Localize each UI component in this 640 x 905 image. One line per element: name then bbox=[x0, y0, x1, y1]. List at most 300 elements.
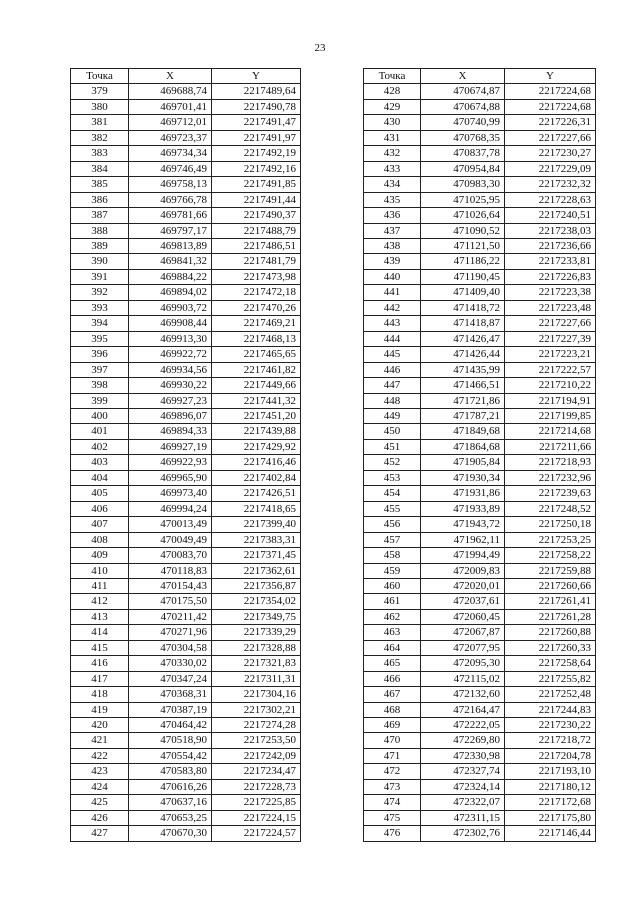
point-number-cell: 424 bbox=[71, 779, 129, 794]
table-row bbox=[364, 223, 596, 238]
table-row bbox=[364, 254, 596, 269]
x-coordinate-cell: 472302,76 bbox=[421, 826, 505, 841]
y-coordinate-cell: 2217211,66 bbox=[505, 439, 596, 454]
y-coordinate-cell: 2217491,85 bbox=[212, 177, 301, 192]
point-number-cell: 438 bbox=[364, 238, 421, 253]
y-coordinate-cell: 2217225,85 bbox=[212, 795, 301, 810]
y-coordinate-cell: 2217491,97 bbox=[212, 130, 301, 145]
y-coordinate-cell: 2217253,25 bbox=[505, 532, 596, 547]
point-number-cell: 461 bbox=[364, 594, 421, 609]
x-coordinate-cell: 469973,40 bbox=[129, 486, 212, 501]
y-coordinate-cell: 2217473,98 bbox=[212, 269, 301, 284]
x-coordinate-cell: 472115,02 bbox=[421, 671, 505, 686]
x-coordinate-cell: 471426,44 bbox=[421, 347, 505, 362]
y-coordinate-cell: 2217465,65 bbox=[212, 347, 301, 362]
table-header-row bbox=[71, 69, 301, 84]
y-coordinate-cell: 2217234,47 bbox=[212, 764, 301, 779]
point-number-cell: 434 bbox=[364, 177, 421, 192]
table-row bbox=[71, 115, 301, 130]
x-coordinate-cell: 469965,90 bbox=[129, 470, 212, 485]
x-coordinate-cell: 470347,24 bbox=[129, 671, 212, 686]
y-coordinate-cell: 2217472,18 bbox=[212, 285, 301, 300]
x-coordinate-cell: 470387,19 bbox=[129, 702, 212, 717]
x-coordinate-cell: 471090,52 bbox=[421, 223, 505, 238]
y-coordinate-cell: 2217230,27 bbox=[505, 146, 596, 161]
coordinates-table-left bbox=[70, 68, 301, 842]
point-number-cell: 440 bbox=[364, 269, 421, 284]
table-row bbox=[364, 563, 596, 578]
point-number-cell: 412 bbox=[71, 594, 129, 609]
point-number-cell: 471 bbox=[364, 748, 421, 763]
y-coordinate-cell: 2217238,03 bbox=[505, 223, 596, 238]
y-coordinate-cell: 2217242,09 bbox=[212, 748, 301, 763]
point-number-cell: 476 bbox=[364, 826, 421, 841]
y-coordinate-cell: 2217339,29 bbox=[212, 625, 301, 640]
y-coordinate-cell: 2217461,82 bbox=[212, 362, 301, 377]
table-row bbox=[364, 548, 596, 563]
point-number-cell: 397 bbox=[71, 362, 129, 377]
x-coordinate-cell: 471409,40 bbox=[421, 285, 505, 300]
point-number-cell: 380 bbox=[71, 99, 129, 114]
point-number-cell: 402 bbox=[71, 439, 129, 454]
x-coordinate-cell: 469701,41 bbox=[129, 99, 212, 114]
point-number-cell: 445 bbox=[364, 347, 421, 362]
y-coordinate-cell: 2217439,88 bbox=[212, 424, 301, 439]
header-x: X bbox=[129, 69, 212, 84]
y-coordinate-cell: 2217180,12 bbox=[505, 779, 596, 794]
point-number-cell: 433 bbox=[364, 161, 421, 176]
table-row bbox=[364, 300, 596, 315]
header-y: Y bbox=[212, 69, 301, 84]
point-number-cell: 423 bbox=[71, 764, 129, 779]
table-row bbox=[364, 146, 596, 161]
point-number-cell: 472 bbox=[364, 764, 421, 779]
header-point: Точка bbox=[71, 69, 129, 84]
y-coordinate-cell: 2217489,64 bbox=[212, 84, 301, 99]
y-coordinate-cell: 2217354,02 bbox=[212, 594, 301, 609]
x-coordinate-cell: 472077,95 bbox=[421, 640, 505, 655]
x-coordinate-cell: 469781,66 bbox=[129, 208, 212, 223]
x-coordinate-cell: 472324,14 bbox=[421, 779, 505, 794]
table-row bbox=[364, 656, 596, 671]
x-coordinate-cell: 472164,47 bbox=[421, 702, 505, 717]
x-coordinate-cell: 469922,72 bbox=[129, 347, 212, 362]
table-row bbox=[364, 470, 596, 485]
point-number-cell: 454 bbox=[364, 486, 421, 501]
table-row bbox=[71, 177, 301, 192]
table-row bbox=[71, 687, 301, 702]
point-number-cell: 411 bbox=[71, 578, 129, 593]
y-coordinate-cell: 2217224,57 bbox=[212, 826, 301, 841]
table-row bbox=[71, 300, 301, 315]
table-row bbox=[71, 609, 301, 624]
y-coordinate-cell: 2217451,20 bbox=[212, 408, 301, 423]
point-number-cell: 392 bbox=[71, 285, 129, 300]
point-number-cell: 455 bbox=[364, 501, 421, 516]
point-number-cell: 420 bbox=[71, 718, 129, 733]
table-row bbox=[364, 733, 596, 748]
y-coordinate-cell: 2217230,22 bbox=[505, 718, 596, 733]
point-number-cell: 414 bbox=[71, 625, 129, 640]
x-coordinate-cell: 472327,74 bbox=[421, 764, 505, 779]
table-row bbox=[71, 702, 301, 717]
x-coordinate-cell: 469896,07 bbox=[129, 408, 212, 423]
x-coordinate-cell: 471962,11 bbox=[421, 532, 505, 547]
point-number-cell: 379 bbox=[71, 84, 129, 99]
y-coordinate-cell: 2217328,88 bbox=[212, 640, 301, 655]
point-number-cell: 466 bbox=[364, 671, 421, 686]
x-coordinate-cell: 471721,86 bbox=[421, 393, 505, 408]
point-number-cell: 425 bbox=[71, 795, 129, 810]
table-row bbox=[71, 671, 301, 686]
x-coordinate-cell: 469934,56 bbox=[129, 362, 212, 377]
y-coordinate-cell: 2217193,10 bbox=[505, 764, 596, 779]
point-number-cell: 456 bbox=[364, 517, 421, 532]
y-coordinate-cell: 2217258,22 bbox=[505, 548, 596, 563]
y-coordinate-cell: 2217274,28 bbox=[212, 718, 301, 733]
point-number-cell: 395 bbox=[71, 331, 129, 346]
point-number-cell: 401 bbox=[71, 424, 129, 439]
x-coordinate-cell: 470637,16 bbox=[129, 795, 212, 810]
y-coordinate-cell: 2217490,78 bbox=[212, 99, 301, 114]
y-coordinate-cell: 2217426,51 bbox=[212, 486, 301, 501]
table-row bbox=[71, 748, 301, 763]
x-coordinate-cell: 472037,61 bbox=[421, 594, 505, 609]
table-row bbox=[364, 347, 596, 362]
point-number-cell: 459 bbox=[364, 563, 421, 578]
y-coordinate-cell: 2217227,39 bbox=[505, 331, 596, 346]
table-row bbox=[71, 393, 301, 408]
y-coordinate-cell: 2217172,68 bbox=[505, 795, 596, 810]
x-coordinate-cell: 470013,49 bbox=[129, 517, 212, 532]
point-number-cell: 404 bbox=[71, 470, 129, 485]
point-number-cell: 458 bbox=[364, 548, 421, 563]
table-row bbox=[71, 486, 301, 501]
table-row bbox=[364, 439, 596, 454]
table-row bbox=[364, 331, 596, 346]
y-coordinate-cell: 2217210,22 bbox=[505, 378, 596, 393]
x-coordinate-cell: 472009,83 bbox=[421, 563, 505, 578]
table-row bbox=[71, 269, 301, 284]
y-coordinate-cell: 2217416,46 bbox=[212, 455, 301, 470]
table-row bbox=[364, 115, 596, 130]
point-number-cell: 399 bbox=[71, 393, 129, 408]
y-coordinate-cell: 2217204,78 bbox=[505, 748, 596, 763]
table-row bbox=[71, 517, 301, 532]
y-coordinate-cell: 2217253,50 bbox=[212, 733, 301, 748]
point-number-cell: 457 bbox=[364, 532, 421, 547]
x-coordinate-cell: 469908,44 bbox=[129, 316, 212, 331]
x-coordinate-cell: 469746,49 bbox=[129, 161, 212, 176]
x-coordinate-cell: 469841,32 bbox=[129, 254, 212, 269]
y-coordinate-cell: 2217260,33 bbox=[505, 640, 596, 655]
x-coordinate-cell: 469734,34 bbox=[129, 146, 212, 161]
table-row bbox=[364, 687, 596, 702]
table-row bbox=[364, 532, 596, 547]
table-row bbox=[364, 826, 596, 841]
table-row bbox=[71, 285, 301, 300]
point-number-cell: 435 bbox=[364, 192, 421, 207]
table-row bbox=[71, 331, 301, 346]
x-coordinate-cell: 469894,02 bbox=[129, 285, 212, 300]
y-coordinate-cell: 2217226,31 bbox=[505, 115, 596, 130]
point-number-cell: 428 bbox=[364, 84, 421, 99]
y-coordinate-cell: 2217383,31 bbox=[212, 532, 301, 547]
table-row bbox=[71, 718, 301, 733]
point-number-cell: 444 bbox=[364, 331, 421, 346]
table-row bbox=[71, 130, 301, 145]
x-coordinate-cell: 470740,99 bbox=[421, 115, 505, 130]
point-number-cell: 388 bbox=[71, 223, 129, 238]
table-row bbox=[364, 718, 596, 733]
point-number-cell: 381 bbox=[71, 115, 129, 130]
table-row bbox=[71, 810, 301, 825]
y-coordinate-cell: 2217146,44 bbox=[505, 826, 596, 841]
table-row bbox=[364, 192, 596, 207]
page-number: 23 bbox=[314, 42, 326, 54]
x-coordinate-cell: 470837,78 bbox=[421, 146, 505, 161]
x-coordinate-cell: 472330,98 bbox=[421, 748, 505, 763]
y-coordinate-cell: 2217218,93 bbox=[505, 455, 596, 470]
x-coordinate-cell: 469723,37 bbox=[129, 130, 212, 145]
x-coordinate-cell: 470211,42 bbox=[129, 609, 212, 624]
point-number-cell: 400 bbox=[71, 408, 129, 423]
table-row bbox=[71, 501, 301, 516]
point-number-cell: 403 bbox=[71, 455, 129, 470]
x-coordinate-cell: 470518,90 bbox=[129, 733, 212, 748]
point-number-cell: 447 bbox=[364, 378, 421, 393]
point-number-cell: 427 bbox=[71, 826, 129, 841]
point-number-cell: 405 bbox=[71, 486, 129, 501]
point-number-cell: 462 bbox=[364, 609, 421, 624]
y-coordinate-cell: 2217239,63 bbox=[505, 486, 596, 501]
y-coordinate-cell: 2217227,66 bbox=[505, 316, 596, 331]
table-row bbox=[364, 625, 596, 640]
y-coordinate-cell: 2217399,40 bbox=[212, 517, 301, 532]
x-coordinate-cell: 471930,34 bbox=[421, 470, 505, 485]
point-number-cell: 418 bbox=[71, 687, 129, 702]
y-coordinate-cell: 2217229,09 bbox=[505, 161, 596, 176]
x-coordinate-cell: 471186,22 bbox=[421, 254, 505, 269]
x-coordinate-cell: 471426,47 bbox=[421, 331, 505, 346]
point-number-cell: 442 bbox=[364, 300, 421, 315]
header-y: Y bbox=[505, 69, 596, 84]
y-coordinate-cell: 2217224,68 bbox=[505, 84, 596, 99]
table-row bbox=[364, 84, 596, 99]
y-coordinate-cell: 2217223,21 bbox=[505, 347, 596, 362]
x-coordinate-cell: 470368,31 bbox=[129, 687, 212, 702]
x-coordinate-cell: 470653,25 bbox=[129, 810, 212, 825]
y-coordinate-cell: 2217236,66 bbox=[505, 238, 596, 253]
table-row bbox=[71, 424, 301, 439]
table-row bbox=[71, 532, 301, 547]
table-row bbox=[364, 269, 596, 284]
x-coordinate-cell: 472067,87 bbox=[421, 625, 505, 640]
table-row bbox=[71, 223, 301, 238]
y-coordinate-cell: 2217371,45 bbox=[212, 548, 301, 563]
y-coordinate-cell: 2217223,48 bbox=[505, 300, 596, 315]
point-number-cell: 389 bbox=[71, 238, 129, 253]
y-coordinate-cell: 2217481,79 bbox=[212, 254, 301, 269]
point-number-cell: 417 bbox=[71, 671, 129, 686]
table-row bbox=[71, 779, 301, 794]
y-coordinate-cell: 2217224,68 bbox=[505, 99, 596, 114]
y-coordinate-cell: 2217492,19 bbox=[212, 146, 301, 161]
point-number-cell: 419 bbox=[71, 702, 129, 717]
x-coordinate-cell: 470304,58 bbox=[129, 640, 212, 655]
y-coordinate-cell: 2217232,32 bbox=[505, 177, 596, 192]
x-coordinate-cell: 471933,89 bbox=[421, 501, 505, 516]
y-coordinate-cell: 2217244,83 bbox=[505, 702, 596, 717]
point-number-cell: 450 bbox=[364, 424, 421, 439]
y-coordinate-cell: 2217302,21 bbox=[212, 702, 301, 717]
y-coordinate-cell: 2217194,91 bbox=[505, 393, 596, 408]
x-coordinate-cell: 472020,01 bbox=[421, 578, 505, 593]
y-coordinate-cell: 2217486,51 bbox=[212, 238, 301, 253]
table-row bbox=[364, 378, 596, 393]
y-coordinate-cell: 2217362,61 bbox=[212, 563, 301, 578]
table-row bbox=[71, 594, 301, 609]
point-number-cell: 383 bbox=[71, 146, 129, 161]
table-row bbox=[364, 362, 596, 377]
x-coordinate-cell: 469884,22 bbox=[129, 269, 212, 284]
table-row bbox=[71, 161, 301, 176]
y-coordinate-cell: 2217349,75 bbox=[212, 609, 301, 624]
table-row bbox=[364, 455, 596, 470]
y-coordinate-cell: 2217470,26 bbox=[212, 300, 301, 315]
header-point: Точка bbox=[364, 69, 421, 84]
header-x: X bbox=[421, 69, 505, 84]
point-number-cell: 432 bbox=[364, 146, 421, 161]
x-coordinate-cell: 469813,89 bbox=[129, 238, 212, 253]
table-row bbox=[71, 470, 301, 485]
y-coordinate-cell: 2217321,83 bbox=[212, 656, 301, 671]
table-row bbox=[71, 347, 301, 362]
x-coordinate-cell: 471994,49 bbox=[421, 548, 505, 563]
y-coordinate-cell: 2217228,73 bbox=[212, 779, 301, 794]
table-row bbox=[71, 826, 301, 841]
y-coordinate-cell: 2217218,72 bbox=[505, 733, 596, 748]
y-coordinate-cell: 2217402,84 bbox=[212, 470, 301, 485]
table-row bbox=[364, 578, 596, 593]
y-coordinate-cell: 2217418,65 bbox=[212, 501, 301, 516]
y-coordinate-cell: 2217429,92 bbox=[212, 439, 301, 454]
y-coordinate-cell: 2217491,47 bbox=[212, 115, 301, 130]
x-coordinate-cell: 472322,07 bbox=[421, 795, 505, 810]
point-number-cell: 409 bbox=[71, 548, 129, 563]
y-coordinate-cell: 2217224,15 bbox=[212, 810, 301, 825]
x-coordinate-cell: 469712,01 bbox=[129, 115, 212, 130]
x-coordinate-cell: 469766,78 bbox=[129, 192, 212, 207]
point-number-cell: 469 bbox=[364, 718, 421, 733]
point-number-cell: 453 bbox=[364, 470, 421, 485]
table-row bbox=[71, 640, 301, 655]
table-row bbox=[71, 408, 301, 423]
x-coordinate-cell: 470674,88 bbox=[421, 99, 505, 114]
y-coordinate-cell: 2217441,32 bbox=[212, 393, 301, 408]
point-number-cell: 463 bbox=[364, 625, 421, 640]
table-row bbox=[364, 594, 596, 609]
table-row bbox=[364, 779, 596, 794]
point-number-cell: 426 bbox=[71, 810, 129, 825]
point-number-cell: 443 bbox=[364, 316, 421, 331]
x-coordinate-cell: 469922,93 bbox=[129, 455, 212, 470]
y-coordinate-cell: 2217356,87 bbox=[212, 578, 301, 593]
x-coordinate-cell: 470670,30 bbox=[129, 826, 212, 841]
point-number-cell: 470 bbox=[364, 733, 421, 748]
table-row bbox=[71, 146, 301, 161]
point-number-cell: 448 bbox=[364, 393, 421, 408]
coordinates-table-right bbox=[363, 68, 596, 842]
table-row bbox=[71, 656, 301, 671]
y-coordinate-cell: 2217311,31 bbox=[212, 671, 301, 686]
x-coordinate-cell: 470674,87 bbox=[421, 84, 505, 99]
table-row bbox=[364, 393, 596, 408]
y-coordinate-cell: 2217227,66 bbox=[505, 130, 596, 145]
y-coordinate-cell: 2217232,96 bbox=[505, 470, 596, 485]
table-row bbox=[71, 84, 301, 99]
point-number-cell: 384 bbox=[71, 161, 129, 176]
table-row bbox=[364, 810, 596, 825]
point-number-cell: 437 bbox=[364, 223, 421, 238]
point-number-cell: 398 bbox=[71, 378, 129, 393]
x-coordinate-cell: 469930,22 bbox=[129, 378, 212, 393]
y-coordinate-cell: 2217488,79 bbox=[212, 223, 301, 238]
x-coordinate-cell: 470768,35 bbox=[421, 130, 505, 145]
point-number-cell: 390 bbox=[71, 254, 129, 269]
point-number-cell: 468 bbox=[364, 702, 421, 717]
point-number-cell: 391 bbox=[71, 269, 129, 284]
x-coordinate-cell: 470983,30 bbox=[421, 177, 505, 192]
table-row bbox=[364, 208, 596, 223]
table-row bbox=[71, 563, 301, 578]
table-row bbox=[71, 733, 301, 748]
table-row bbox=[71, 795, 301, 810]
table-row bbox=[364, 316, 596, 331]
point-number-cell: 465 bbox=[364, 656, 421, 671]
table-row bbox=[71, 439, 301, 454]
x-coordinate-cell: 469688,74 bbox=[129, 84, 212, 99]
table-row bbox=[364, 517, 596, 532]
point-number-cell: 431 bbox=[364, 130, 421, 145]
y-coordinate-cell: 2217255,82 bbox=[505, 671, 596, 686]
table-row bbox=[71, 238, 301, 253]
x-coordinate-cell: 470049,49 bbox=[129, 532, 212, 547]
x-coordinate-cell: 471418,72 bbox=[421, 300, 505, 315]
x-coordinate-cell: 472311,15 bbox=[421, 810, 505, 825]
x-coordinate-cell: 470616,26 bbox=[129, 779, 212, 794]
y-coordinate-cell: 2217248,52 bbox=[505, 501, 596, 516]
y-coordinate-cell: 2217258,64 bbox=[505, 656, 596, 671]
table-row bbox=[71, 254, 301, 269]
y-coordinate-cell: 2217261,28 bbox=[505, 609, 596, 624]
point-number-cell: 394 bbox=[71, 316, 129, 331]
y-coordinate-cell: 2217233,81 bbox=[505, 254, 596, 269]
x-coordinate-cell: 471787,21 bbox=[421, 408, 505, 423]
point-number-cell: 467 bbox=[364, 687, 421, 702]
point-number-cell: 441 bbox=[364, 285, 421, 300]
table-row bbox=[71, 378, 301, 393]
table-row bbox=[364, 161, 596, 176]
y-coordinate-cell: 2217199,85 bbox=[505, 408, 596, 423]
point-number-cell: 382 bbox=[71, 130, 129, 145]
x-coordinate-cell: 470954,84 bbox=[421, 161, 505, 176]
x-coordinate-cell: 469894,33 bbox=[129, 424, 212, 439]
point-number-cell: 422 bbox=[71, 748, 129, 763]
x-coordinate-cell: 471864,68 bbox=[421, 439, 505, 454]
x-coordinate-cell: 471466,51 bbox=[421, 378, 505, 393]
x-coordinate-cell: 470083,70 bbox=[129, 548, 212, 563]
